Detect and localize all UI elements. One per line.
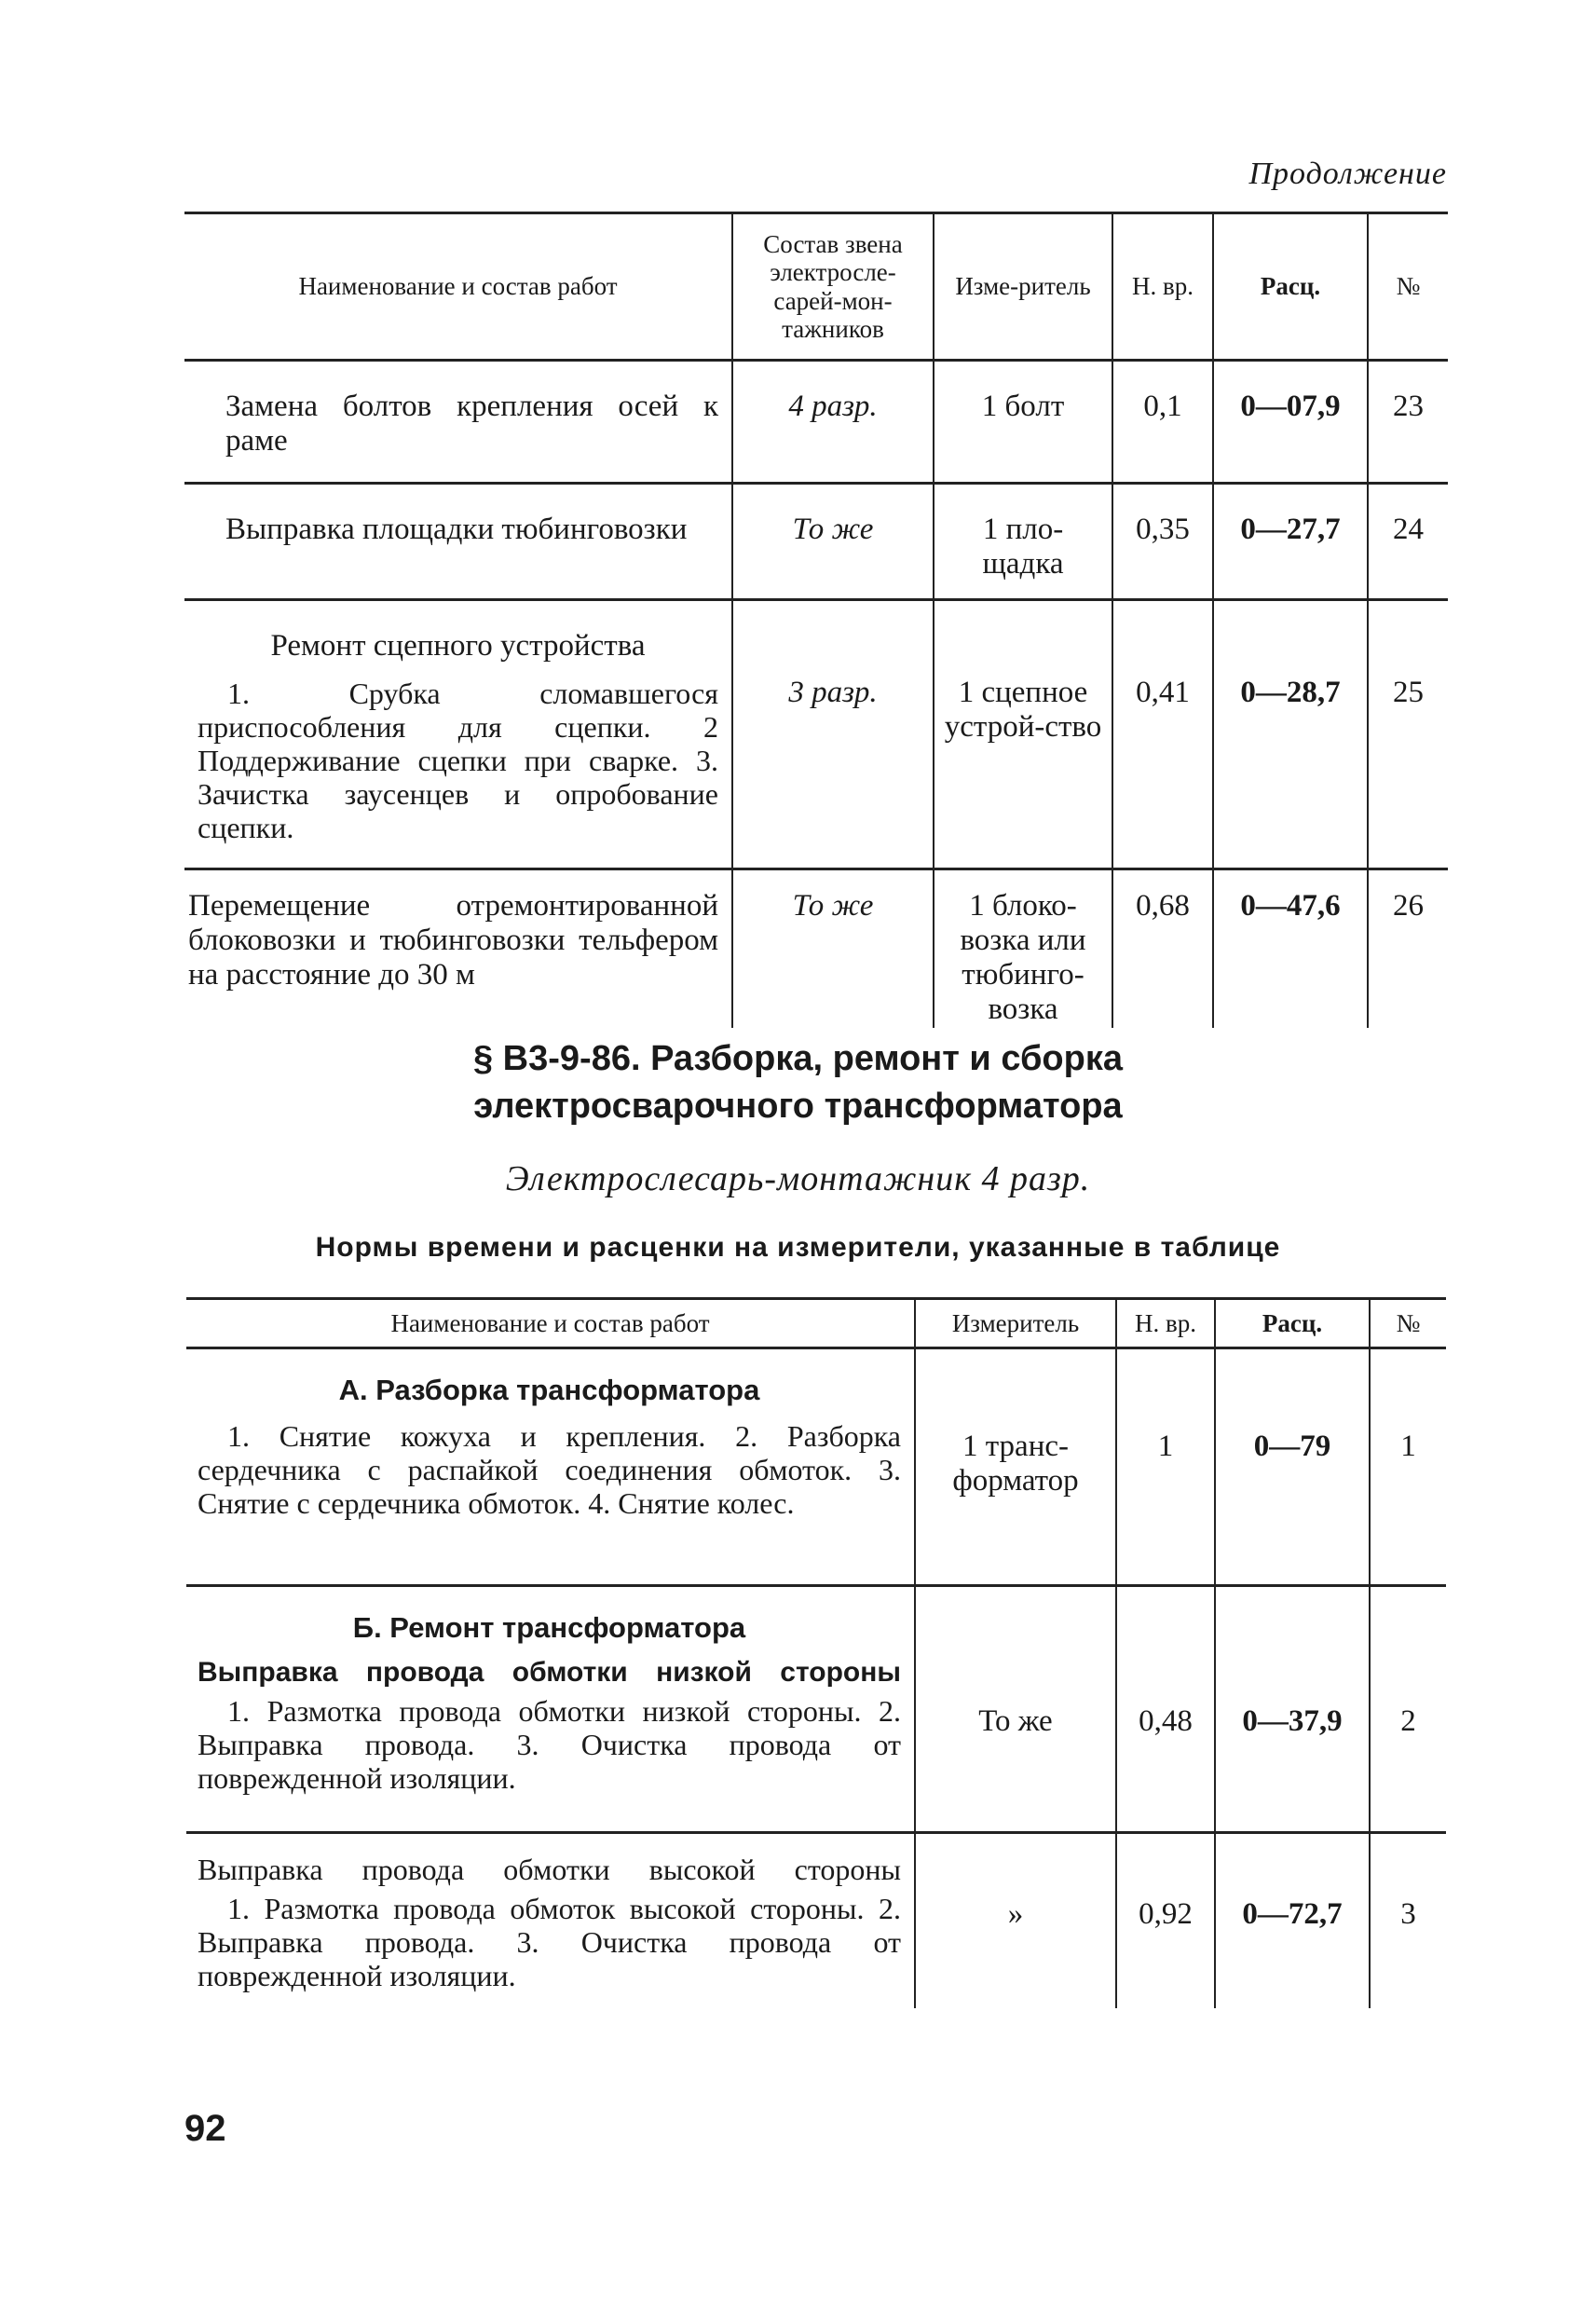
row-name: Перемещение отремонтированной блоковозки и тюбинговозки тельфером на расстояние до 30 м [188,888,718,992]
row-meter: 1 сцепное устрой-ство [934,599,1112,869]
row-meter: То же [915,1586,1116,1833]
header-num: № [1368,213,1448,361]
row-norm: 0,92 [1116,1833,1215,2008]
table-header-row [186,1299,1446,1348]
row-num: 23 [1368,361,1448,484]
header-meter: Изме-ритель [934,213,1112,361]
header-norm: Н. вр. [1116,1299,1215,1348]
row-norm: 0,68 [1112,869,1213,1028]
header-crew: Состав звена электросле-сарей-мон-тажников [732,213,934,361]
row-norm: 0,1 [1112,361,1213,484]
header-name: Наименование и состав работ [186,1299,915,1348]
header-num: № [1370,1299,1446,1348]
row-meter: 1 блоко-возка или тюбинго-возка [934,869,1112,1028]
row-rate: 0—27,7 [1213,483,1368,599]
page-number: 92 [184,2108,226,2149]
table-row [184,869,1448,1028]
header-norm: Н. вр. [1112,213,1213,361]
table-row [186,1833,1446,2008]
row-title: Ремонт сцепного устройства [270,628,646,663]
row-name-cell [184,599,732,869]
row-crew: То же [732,869,934,1028]
row-name: Выправка площадки тюбинговозки [184,483,732,599]
row-num: 24 [1368,483,1448,599]
row-name-cell [186,1348,915,1586]
header-name: Наименование и состав работ [184,213,732,361]
row-meter: 1 болт [934,361,1112,484]
row-rate: 0—79 [1215,1348,1370,1586]
row-norm: 0,48 [1116,1586,1215,1833]
row-meter: 1 пло-щадка [934,483,1112,599]
row-num: 3 [1370,1833,1446,2008]
row-rate: 0—47,6 [1213,869,1368,1028]
row-description: 1. Размотка провода обмотки низкой стороны. 2. Выправка провода. 3. Очистка провода от поврежденной изоляции. [198,1693,901,1796]
transformer-norms-table [186,1297,1446,2008]
row-crew: То же [732,483,934,599]
row-subheading: Выправка провода обмотки низкой стороны [198,1657,901,1689]
row-name-cell [186,1833,915,2008]
row-description: 1. Снятие кожуха и крепления. 2. Разборка сердечника с распайкой соединения обмоток. 3. Снятие с сердечника обмоток. 4. Снятие колес. [198,1419,901,1521]
row-name: Замена болтов крепления осей к раме [184,361,732,484]
header-rate: Расц. [1215,1299,1370,1348]
table-header-row [184,213,1448,361]
row-num: 26 [1368,869,1448,1028]
header-rate: Расц. [1213,213,1368,361]
row-subheading: Выправка провода обмотки высокой стороны [198,1853,901,1886]
row-rate: 0—72,7 [1215,1833,1370,2008]
table-row [184,483,1448,599]
section-heading-line2: электросварочного трансформатора [473,1087,1123,1126]
continuation-label: Продолжение [1248,157,1447,191]
row-num: 1 [1370,1348,1446,1586]
section-heading-line1: § В3-9-86. Разборка, ремонт и сборка [472,1039,1124,1078]
row-num: 25 [1368,599,1448,869]
row-heading: Б. Ремонт трансформатора [352,1611,746,1644]
row-description: 1. Размотка провода обмоток высокой стороны. 2. Выправка провода. 3. Очистка провода от поврежденной изоляции. [198,1892,901,1993]
row-description: 1. Срубка сломавшегося приспособления для сцепки. 2 Поддерживание сцепки при сварке. 3. Зачистка заусенцев и опробование сцепки. [198,676,718,845]
table-row [184,599,1448,869]
row-rate: 0—07,9 [1213,361,1368,484]
row-meter: » [915,1833,1116,2008]
table-row [186,1586,1446,1833]
row-num: 2 [1370,1586,1446,1833]
worker-grade: Электрослесарь-монтажник 4 разр. [505,1159,1091,1198]
row-rate: 0—37,9 [1215,1586,1370,1833]
table-title: Нормы времени и расценки на измерители, указанные в таблице [315,1232,1281,1263]
row-norm: 0,35 [1112,483,1213,599]
row-name-cell [186,1586,915,1833]
row-norm: 1 [1116,1348,1215,1586]
row-norm: 0,41 [1112,599,1213,869]
work-norms-table-continued [184,212,1448,1028]
header-meter: Измеритель [915,1299,1116,1348]
table-row [186,1348,1446,1586]
row-heading: А. Разборка трансформатора [338,1374,760,1406]
row-crew: 3 разр. [732,599,934,869]
table-row [184,361,1448,484]
row-meter: 1 транс-форматор [915,1348,1116,1586]
row-rate: 0—28,7 [1213,599,1368,869]
row-crew: 4 разр. [732,361,934,484]
